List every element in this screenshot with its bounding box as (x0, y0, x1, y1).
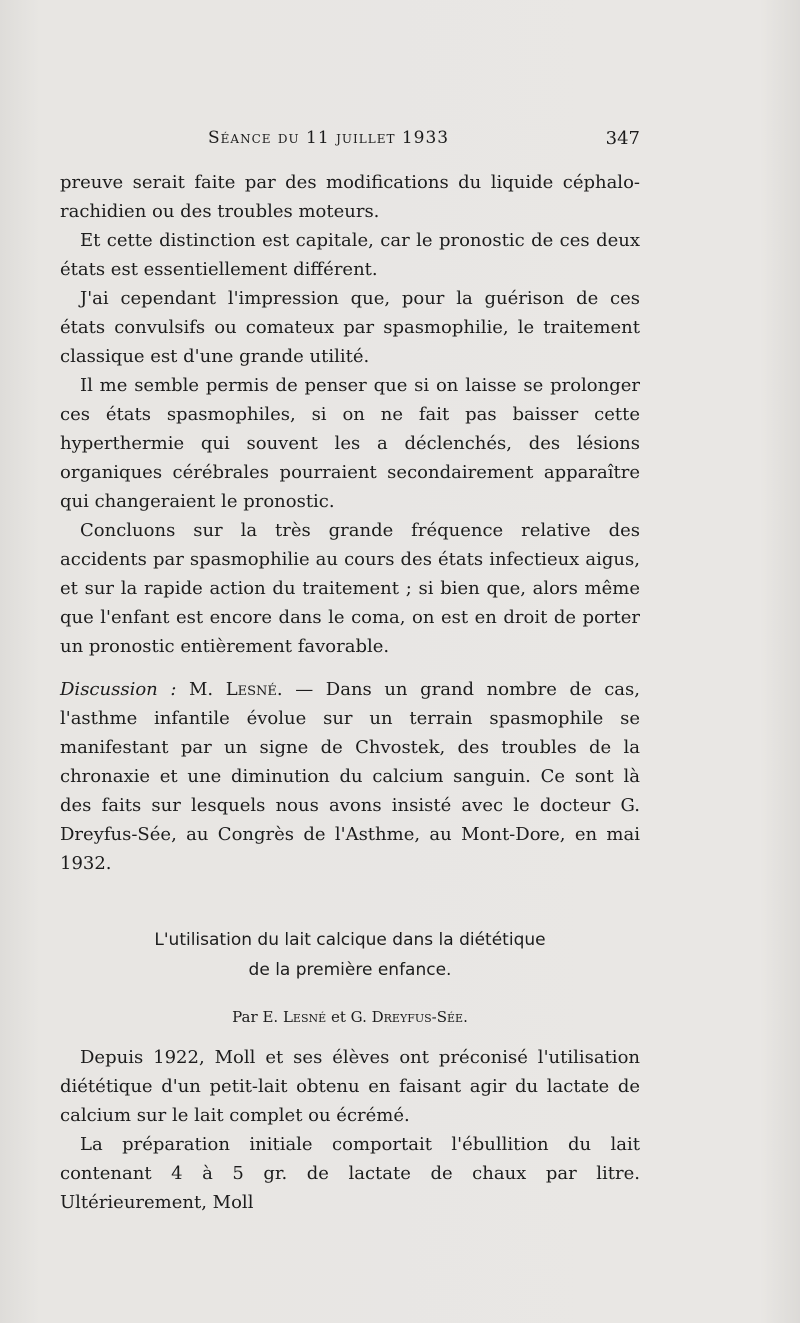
byline-par: Par (232, 1008, 258, 1026)
discussion-text: — Dans un grand nombre de cas, l'asthme infantile évolue sur un terrain spasmophile se manifestant par un signe de Chvostek, des troubles de la chronaxie et une diminution du calcium sanguin. Ce sont là des faits sur lesquels nous avons insisté avec le docteur G. Dreyfus-Sée, au Congrès de l'Asthme, au Mont-Dore, en mai 1932. (60, 679, 640, 874)
byline-and: et (330, 1008, 346, 1026)
article-title (60, 925, 640, 985)
discussion-paragraph (60, 675, 640, 878)
paragraph: Il me semble permis de penser que si on laisse se prolonger ces états spasmophiles, si on ne fait pas baisser cette hyperthermie qui souvent les a déclenchés, des lésions organiques cérébrales pourraient secondairement apparaître qui changeraient le pronostic. (60, 375, 640, 512)
byline (60, 1005, 640, 1029)
article-title-line: de la première enfance. (248, 960, 452, 980)
paragraph: Depuis 1922, Moll et ses élèves ont préconisé l'utilisation diététique d'un petit-lait obtenu en faisant agir du lactate de calcium sur le lait complet ou écrémé. (60, 1047, 640, 1126)
discussion-label: Discussion : (60, 679, 177, 700)
speaker-prefix: M. (188, 679, 214, 700)
page-number: 347 (605, 128, 640, 149)
text-column (60, 128, 640, 1217)
running-title: Séance du 11 juillet 1933 (208, 128, 450, 148)
paragraph: Concluons sur la très grande fréquence relative des accidents par spasmophilie au cours des états infectieux aigus, et sur la rapide action du traitement ; si bien que, alors même que l'enfant est encore dans le coma, on est en droit de porter un pronostic entièrement favorable. (60, 520, 640, 657)
author-name: Lesné (282, 1008, 327, 1026)
author-name: Dreyfus-Sée. (371, 1008, 468, 1026)
paragraph: La préparation initiale comportait l'ébullition du lait contenant 4 à 5 gr. de lactate de chaux par litre. Ultérieurement, Moll (60, 1134, 640, 1213)
author-initial: G. (350, 1008, 367, 1026)
speaker-name: Lesné. (225, 679, 283, 700)
paragraph: preuve serait faite par des modifications du liquide céphalo-rachidien ou des troubles moteurs. (60, 172, 640, 222)
author-initial: E. (262, 1008, 279, 1026)
article-title-line: L'utilisation du lait calcique dans la diététique (154, 930, 546, 950)
running-head (60, 128, 640, 158)
paragraph: Et cette distinction est capitale, car le pronostic de ces deux états est essentiellement différent. (60, 230, 640, 280)
paragraph: J'ai cependant l'impression que, pour la guérison de ces états convulsifs ou comateux par spasmophilie, le traitement classique est d'une grande utilité. (60, 288, 640, 367)
